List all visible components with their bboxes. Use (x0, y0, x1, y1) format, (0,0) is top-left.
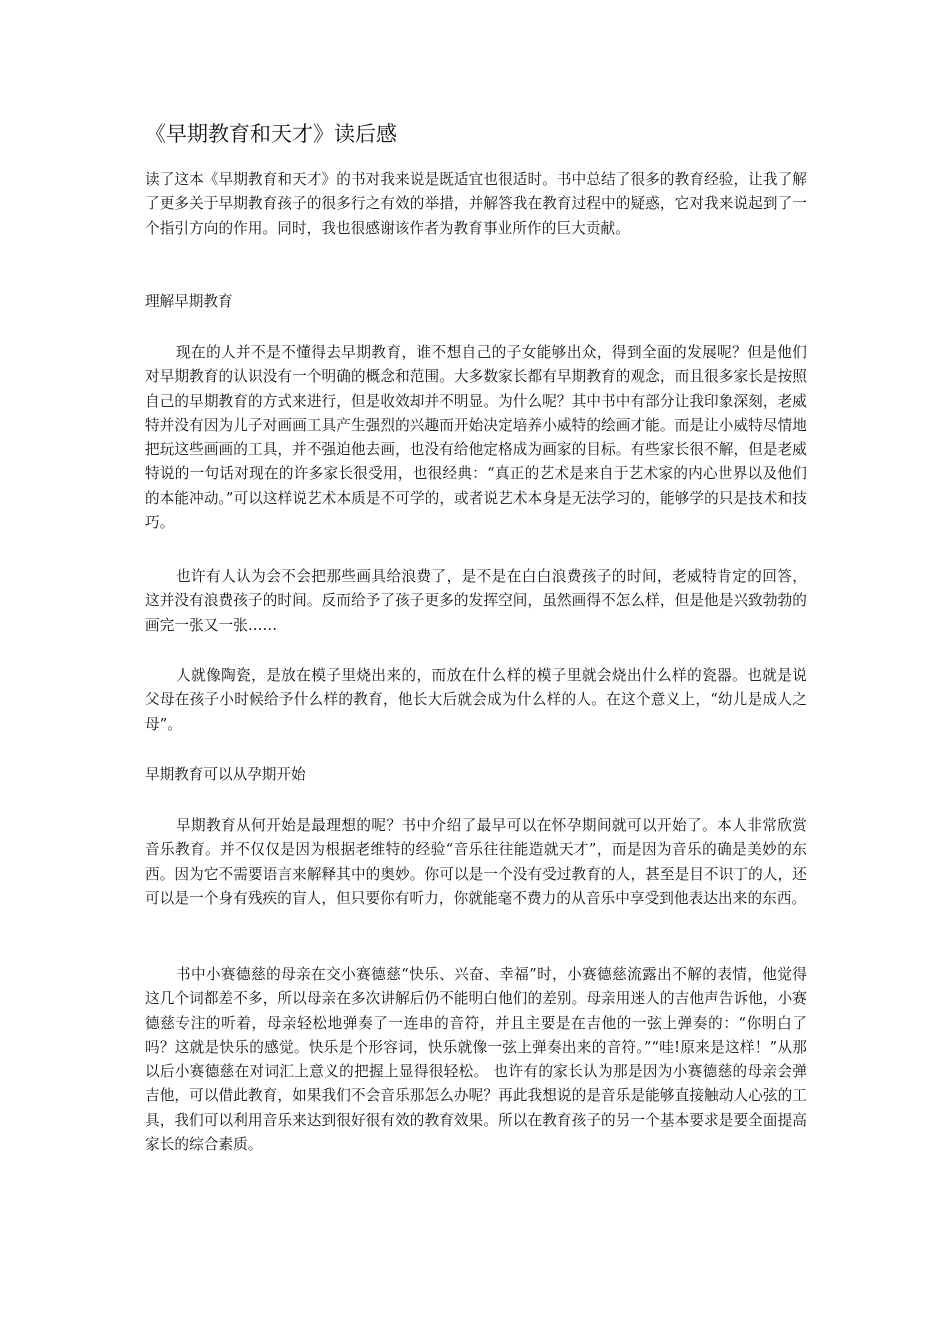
section-heading-pregnancy: 早期教育可以从孕期开始 (145, 766, 306, 783)
section1-paragraph-2: 也许有人认为会不会把那些画具给浪费了，是不是在白白浪费孩子的时间，老威特肯定的回答，这并没有浪费孩子的时间。反而给予了孩子更多的发挥空间，虽然画得不怎么样，但是他是兴致勃勃的画完一张又一张…… (145, 568, 807, 634)
section1-paragraph-1: 现在的人并不是不懂得去早期教育，谁不想自己的子女能够出众，得到全面的发展呢？但是他们对早期教育的认识没有一个明确的概念和范围。大多数家长都有早期教育的观念，而且很多家长是按照自己的早期教育的方式来进行，但是收效却并不明显。为什么呢？其中书中有部分让我印象深刻，老威特并没有因为儿子对画画工具产生强烈的兴趣而开始决定培养小威特的绘画才能。而是让小威特尽情地把玩这些画画的工具，并不强迫他去画，也没有给他定格成为画家的目标。有些家长很不解，但是老威特说的一句话对现在的许多家长很受用，也很经典：“真正的艺术是来自于艺术家的内心世界以及他们的本能冲动。”可以这样说艺术本质是不可学的，或者说艺术本身是无法学习的，能够学的只是技术和技巧。 (145, 344, 807, 532)
intro-paragraph: 读了这本《早期教育和天才》的书对我来说是既适宜也很适时。书中总结了很多的教育经验，让我了解了更多关于早期教育孩子的很多行之有效的举措，并解答我在教育过程中的疑惑，它对我来说起到了一个指引方向的作用。同时，我也很感谢该作者为教育事业所作的巨大贡献。 (145, 171, 807, 237)
section2-paragraph-1: 早期教育从何开始是最理想的呢？书中介绍了最早可以在怀孕期间就可以开始了。本人非常欣赏音乐教育。并不仅仅是因为根据老维特的经验“音乐往往能造就天才”，而是因为音乐的确是美妙的东西。因为它不需要语言来解释其中的奥妙。你可以是一个没有受过教育的人，甚至是目不识丁的人，还可以是一个身有残疾的盲人，但只要你有听力，你就能毫不费力的从音乐中享受到他表达出来的东西。 (145, 817, 807, 907)
section1-paragraph-3: 人就像陶瓷，是放在模子里烧出来的，而放在什么样的模子里就会烧出什么样的瓷器。也就是说父母在孩子小时候给予什么样的教育，他长大后就会成为什么样的人。在这个意义上，“幼儿是成人之母”。 (145, 667, 807, 733)
section2-paragraph-2: 书中小赛德慈的母亲在交小赛德慈“快乐、兴奋、幸福”时，小赛德慈流露出不解的表情，他觉得这几个词都差不多，所以母亲在多次讲解后仍不能明白他们的差别。母亲用迷人的吉他声告诉他，小赛德慈专注的听着，母亲轻松地弹奏了一连串的音符，并且主要是在吉他的一弦上弹奏的：“你明白了吗？这就是快乐的感觉。快乐是个形容词，快乐就像一弦上弹奏出来的音符。”“哇!原来是这样！”从那以后小赛德慈在对词汇上意义的把握上显得很轻松。 也许有的家长认为那是因为小赛德慈的母亲会弹吉他，可以借此教育，如果我们不会音乐那怎么办呢？再此我想说的是音乐是能够直接触动人心弦的工具，我们可以利用音乐来达到很好很有效的教育效果。所以在教育孩子的另一个基本要求是要全面提高家长的综合素质。 (145, 966, 807, 1154)
document-title: 《早期教育和天才》读后感 (145, 122, 397, 146)
section-heading-understanding: 理解早期教育 (145, 293, 233, 310)
